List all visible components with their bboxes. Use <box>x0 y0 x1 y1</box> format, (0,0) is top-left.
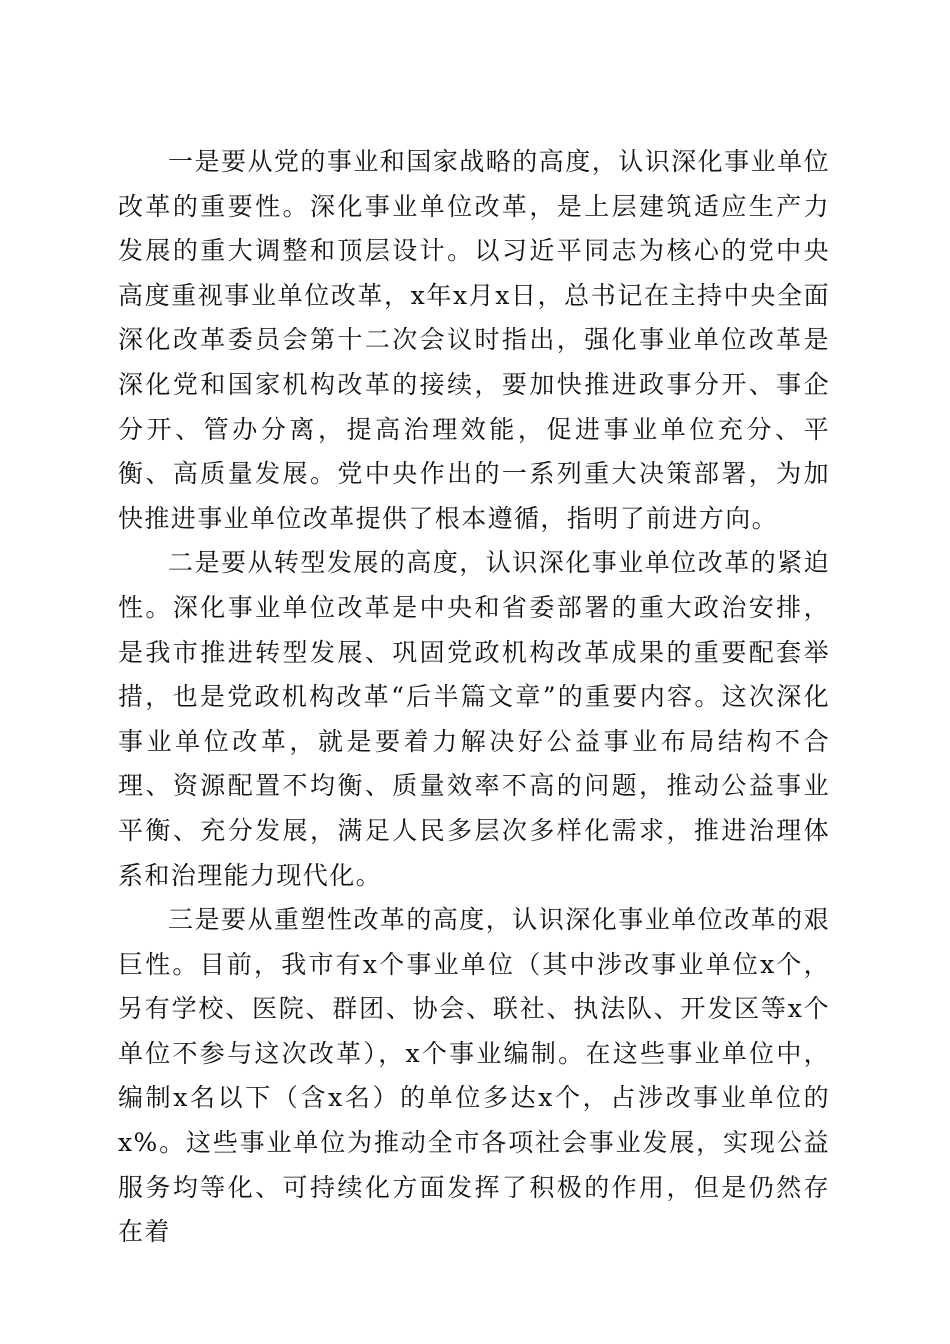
document-body <box>118 140 830 1255</box>
paragraph-1: 一是要从党的事业和国家战略的高度，认识深化事业单位改革的重要性。深化事业单位改革，是上层建筑适应生产力发展的重大调整和顶层设计。以习近平同志为核心的党中央高度重视事业单位改革，x年x月x日，总书记在主持中央全面深化改革委员会第十二次会议时指出，强化事业单位改革是深化党和国家机构改革的接续，要加快推进政事分开、事企分开、管办分离，提高治理效能，促进事业单位充分、平衡、高质量发展。党中央作出的一系列重大决策部署，为加快推进事业单位改革提供了根本遵循，指明了前进方向。 <box>118 147 830 533</box>
paragraph-3: 三是要从重塑性改革的高度，认识深化事业单位改革的艰巨性。目前，我市有x个事业单位（其中涉改事业单位x个，另有学校、医院、群团、协会、联社、执法队、开发区等x个单位不参与这次改革），x个事业编制。在这些事业单位中，编制x名以下（含x名）的单位多达x个，占涉改事业单位的x%。这些事业单位为推动全市各项社会事业发展，实现公益服务均等化、可持续化方面发挥了积极的作用，但是仍然存在着 <box>118 905 830 1247</box>
paragraph-2: 二是要从转型发展的高度，认识深化事业单位改革的紧迫性。深化事业单位改革是中央和省委部署的重大政治安排，是我市推进转型发展、巩固党政机构改革成果的重要配套举措，也是党政机构改革“后半篇文章”的重要内容。这次深化事业单位改革，就是要着力解决好公益事业布局结构不合理、资源配置不均衡、质量效率不高的问题，推动公益事业平衡、充分发展，满足人民多层次多样化需求，推进治理体系和治理能力现代化。 <box>118 548 830 890</box>
